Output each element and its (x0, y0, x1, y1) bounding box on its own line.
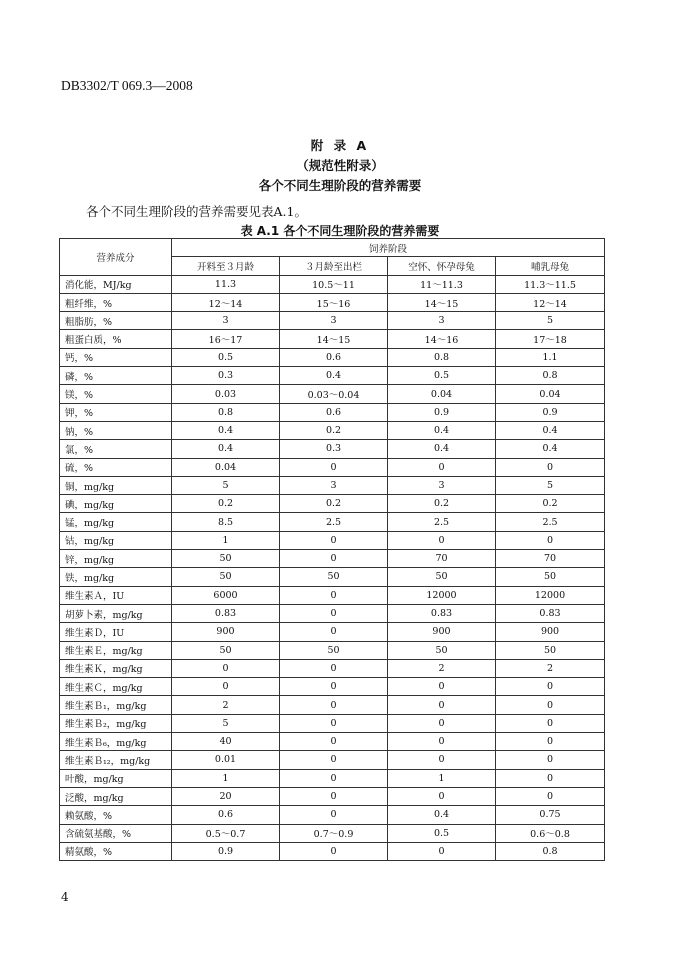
value-cell: 0 (496, 733, 605, 751)
table-row (60, 458, 605, 476)
nutrient-name-cell: 叶酸，mg/kg (60, 769, 172, 787)
value-cell: 0.9 (388, 403, 496, 421)
nutrient-name-cell: 维生素Ｅ，mg/kg (60, 641, 172, 659)
value-cell: 5 (172, 714, 280, 732)
value-cell: 1 (172, 531, 280, 549)
nutrient-name-cell: 赖氨酸，% (60, 806, 172, 824)
value-cell: 0.4 (496, 421, 605, 439)
value-cell: 11.3 (172, 275, 280, 293)
nutrient-name-cell: 维生素Ａ，IU (60, 586, 172, 604)
value-cell: 0.4 (388, 421, 496, 439)
nutrient-name-cell: 维生素Ｂ₁，mg/kg (60, 696, 172, 714)
value-cell: 0 (388, 458, 496, 476)
table-row (60, 531, 605, 549)
value-cell: 12000 (496, 586, 605, 604)
value-cell: 1 (388, 769, 496, 787)
value-cell: 0 (496, 769, 605, 787)
nutrient-name-cell: 维生素Ｂ₁₂，mg/kg (60, 751, 172, 769)
value-cell: 900 (496, 623, 605, 641)
value-cell: 50 (280, 641, 388, 659)
value-cell: 0 (172, 678, 280, 696)
value-cell: 6000 (172, 586, 280, 604)
value-cell: 0 (280, 714, 388, 732)
value-cell: 0.8 (496, 842, 605, 860)
value-cell: 0.5 (388, 367, 496, 385)
table-header-row (60, 239, 605, 257)
nutrient-name-cell: 氯，% (60, 440, 172, 458)
nutrient-name-cell: 锰，mg/kg (60, 513, 172, 531)
value-cell: 0.4 (388, 806, 496, 824)
value-cell: 3 (280, 476, 388, 494)
value-cell: 50 (496, 641, 605, 659)
value-cell: 0.5 (388, 824, 496, 842)
table-row (60, 367, 605, 385)
value-cell: 0.75 (496, 806, 605, 824)
table-row (60, 385, 605, 403)
table-row (60, 787, 605, 805)
value-cell: 0.9 (496, 403, 605, 421)
value-cell: 1.1 (496, 348, 605, 366)
annex-title: 附 录 A (310, 138, 370, 153)
value-cell: 0.2 (496, 495, 605, 513)
table-row (60, 659, 605, 677)
value-cell: 10.5～11 (280, 275, 388, 293)
table-body (60, 275, 605, 861)
nutrition-table (59, 238, 605, 861)
value-cell: 0.8 (388, 348, 496, 366)
value-cell: 2.5 (496, 513, 605, 531)
value-cell: 0 (172, 659, 280, 677)
table-row (60, 641, 605, 659)
nutrient-name-cell: 维生素Ｃ，mg/kg (60, 678, 172, 696)
nutrient-name-cell: 维生素Ｂ₂，mg/kg (60, 714, 172, 732)
value-cell: 0 (280, 458, 388, 476)
intro-paragraph: 各个不同生理阶段的营养需要见表A.1。 (86, 204, 307, 219)
nutrient-name-cell: 维生素Ｋ，mg/kg (60, 659, 172, 677)
value-cell: 0.03 (172, 385, 280, 403)
value-cell: 14～15 (388, 293, 496, 311)
value-cell: 900 (172, 623, 280, 641)
table-row (60, 550, 605, 568)
value-cell: 0 (280, 696, 388, 714)
value-cell: 0 (388, 733, 496, 751)
value-cell: 5 (496, 476, 605, 494)
value-cell: 0.4 (172, 440, 280, 458)
value-cell: 0 (280, 787, 388, 805)
value-cell: 14～15 (280, 330, 388, 348)
table-row (60, 348, 605, 366)
nutrient-name-cell: 钙，% (60, 348, 172, 366)
nutrient-name-cell: 铁，mg/kg (60, 568, 172, 586)
value-cell: 0 (388, 751, 496, 769)
value-cell: 0 (496, 696, 605, 714)
value-cell: 12000 (388, 586, 496, 604)
nutrient-name-cell: 钠，% (60, 421, 172, 439)
value-cell: 2 (496, 659, 605, 677)
value-cell: 0.01 (172, 751, 280, 769)
nutrient-name-cell: 粗纤维，% (60, 293, 172, 311)
value-cell: 16～17 (172, 330, 280, 348)
value-cell: 50 (172, 550, 280, 568)
value-cell: 40 (172, 733, 280, 751)
value-cell: 0.83 (388, 604, 496, 622)
value-cell: 0.4 (496, 440, 605, 458)
value-cell: 8.5 (172, 513, 280, 531)
table-row (60, 824, 605, 842)
standard-code: DB3302/T 069.3—2008 (61, 78, 193, 93)
value-cell: 5 (496, 312, 605, 330)
value-cell: 2 (388, 659, 496, 677)
value-cell: 0.83 (172, 604, 280, 622)
table-row (60, 440, 605, 458)
nutrient-name-cell: 钾，% (60, 403, 172, 421)
value-cell: 70 (388, 550, 496, 568)
value-cell: 0 (496, 714, 605, 732)
table-row (60, 513, 605, 531)
value-cell: 0 (280, 806, 388, 824)
value-cell: 50 (388, 568, 496, 586)
value-cell: 50 (172, 568, 280, 586)
table-row (60, 330, 605, 348)
value-cell: 0.04 (496, 385, 605, 403)
value-cell: 0 (388, 842, 496, 860)
value-cell: 50 (280, 568, 388, 586)
nutrient-name-cell: 维生素Ｂ₆，mg/kg (60, 733, 172, 751)
value-cell: 1 (172, 769, 280, 787)
nutrient-name-cell: 含硫氨基酸，% (60, 824, 172, 842)
value-cell: 0.3 (172, 367, 280, 385)
value-cell: 0 (280, 659, 388, 677)
value-cell: 0 (388, 678, 496, 696)
group-header-cell: 饲养阶段 (172, 239, 605, 257)
value-cell: 50 (388, 641, 496, 659)
table-row (60, 421, 605, 439)
table-row (60, 568, 605, 586)
value-cell: 0.8 (496, 367, 605, 385)
value-cell: 50 (496, 568, 605, 586)
table-row (60, 842, 605, 860)
value-cell: 0 (388, 696, 496, 714)
value-cell: 2.5 (388, 513, 496, 531)
column-header: ３月龄至出栏 (280, 257, 388, 275)
value-cell: 0.2 (280, 495, 388, 513)
nutrient-name-cell: 镁，% (60, 385, 172, 403)
table-row (60, 293, 605, 311)
value-cell: 0.3 (280, 440, 388, 458)
value-cell: 3 (172, 312, 280, 330)
value-cell: 12～14 (172, 293, 280, 311)
value-cell: 17～18 (496, 330, 605, 348)
value-cell: 0 (496, 531, 605, 549)
value-cell: 3 (388, 312, 496, 330)
value-cell: 12～14 (496, 293, 605, 311)
nutrient-name-cell: 粗脂肪，% (60, 312, 172, 330)
value-cell: 3 (388, 476, 496, 494)
value-cell: 0.83 (496, 604, 605, 622)
column-header: 开料至３月龄 (172, 257, 280, 275)
value-cell: 15～16 (280, 293, 388, 311)
annex-type: （规范性附录） (296, 158, 384, 173)
value-cell: 0 (280, 733, 388, 751)
value-cell: 0 (280, 623, 388, 641)
table-row (60, 586, 605, 604)
nutrient-name-cell: 钴，mg/kg (60, 531, 172, 549)
nutrient-name-cell: 硫，% (60, 458, 172, 476)
value-cell: 0 (388, 787, 496, 805)
nutrient-name-cell: 泛酸，mg/kg (60, 787, 172, 805)
value-cell: 0.7～0.9 (280, 824, 388, 842)
nutrient-name-cell: 铜，mg/kg (60, 476, 172, 494)
table-row (60, 623, 605, 641)
value-cell: 2 (172, 696, 280, 714)
value-cell: 0 (280, 586, 388, 604)
value-cell: 11.3～11.5 (496, 275, 605, 293)
nutrient-name-cell: 磷，% (60, 367, 172, 385)
table-row (60, 733, 605, 751)
value-cell: 5 (172, 476, 280, 494)
value-cell: 0.4 (388, 440, 496, 458)
table-row (60, 275, 605, 293)
value-cell: 0.9 (172, 842, 280, 860)
table-row (60, 769, 605, 787)
table-row (60, 751, 605, 769)
value-cell: 0 (280, 550, 388, 568)
value-cell: 0.04 (388, 385, 496, 403)
value-cell: 0 (388, 714, 496, 732)
value-cell: 0.2 (388, 495, 496, 513)
value-cell: 0.6 (172, 806, 280, 824)
value-cell: 3 (280, 312, 388, 330)
value-cell: 0 (280, 751, 388, 769)
table-row (60, 495, 605, 513)
value-cell: 14～16 (388, 330, 496, 348)
value-cell: 0.4 (172, 421, 280, 439)
nutrient-name-cell: 维生素Ｄ，IU (60, 623, 172, 641)
value-cell: 0 (280, 678, 388, 696)
value-cell: 0.04 (172, 458, 280, 476)
value-cell: 0 (496, 787, 605, 805)
value-cell: 0 (496, 678, 605, 696)
column-header: 空怀、怀孕母兔 (388, 257, 496, 275)
table-row (60, 403, 605, 421)
value-cell: 0 (496, 751, 605, 769)
value-cell: 0 (280, 769, 388, 787)
nutrient-name-cell: 锌，mg/kg (60, 550, 172, 568)
value-cell: 0 (496, 458, 605, 476)
nutrient-name-cell: 消化能，MJ/kg (60, 275, 172, 293)
value-cell: 70 (496, 550, 605, 568)
table-row (60, 312, 605, 330)
value-cell: 50 (172, 641, 280, 659)
nutrient-name-cell: 粗蛋白质，% (60, 330, 172, 348)
table-row (60, 696, 605, 714)
value-cell: 0.6～0.8 (496, 824, 605, 842)
table-caption: 表 A.1 各个不同生理阶段的营养需要 (240, 224, 440, 238)
table-row (60, 678, 605, 696)
value-cell: 0.2 (172, 495, 280, 513)
table-row (60, 714, 605, 732)
value-cell: 0.2 (280, 421, 388, 439)
value-cell: 0 (280, 531, 388, 549)
value-cell: 2.5 (280, 513, 388, 531)
value-cell: 0.03～0.04 (280, 385, 388, 403)
value-cell: 20 (172, 787, 280, 805)
value-cell: 900 (388, 623, 496, 641)
table-row (60, 806, 605, 824)
annex-subtitle: 各个不同生理阶段的营养需要 (258, 178, 422, 193)
table-row (60, 604, 605, 622)
value-cell: 0.8 (172, 403, 280, 421)
value-cell: 0.4 (280, 367, 388, 385)
nutrient-name-cell: 胡萝卜素，mg/kg (60, 604, 172, 622)
value-cell: 0 (280, 842, 388, 860)
nutrient-name-cell: 碘，mg/kg (60, 495, 172, 513)
value-cell: 0 (388, 531, 496, 549)
value-cell: 0.5 (172, 348, 280, 366)
page-number: 4 (61, 890, 69, 904)
value-cell: 11～11.3 (388, 275, 496, 293)
value-cell: 0.5～0.7 (172, 824, 280, 842)
column-header: 哺乳母兔 (496, 257, 605, 275)
row-header-cell: 营养成分 (60, 239, 172, 276)
value-cell: 0.6 (280, 403, 388, 421)
value-cell: 0.6 (280, 348, 388, 366)
nutrient-name-cell: 精氨酸，% (60, 842, 172, 860)
value-cell: 0 (280, 604, 388, 622)
table-row (60, 476, 605, 494)
